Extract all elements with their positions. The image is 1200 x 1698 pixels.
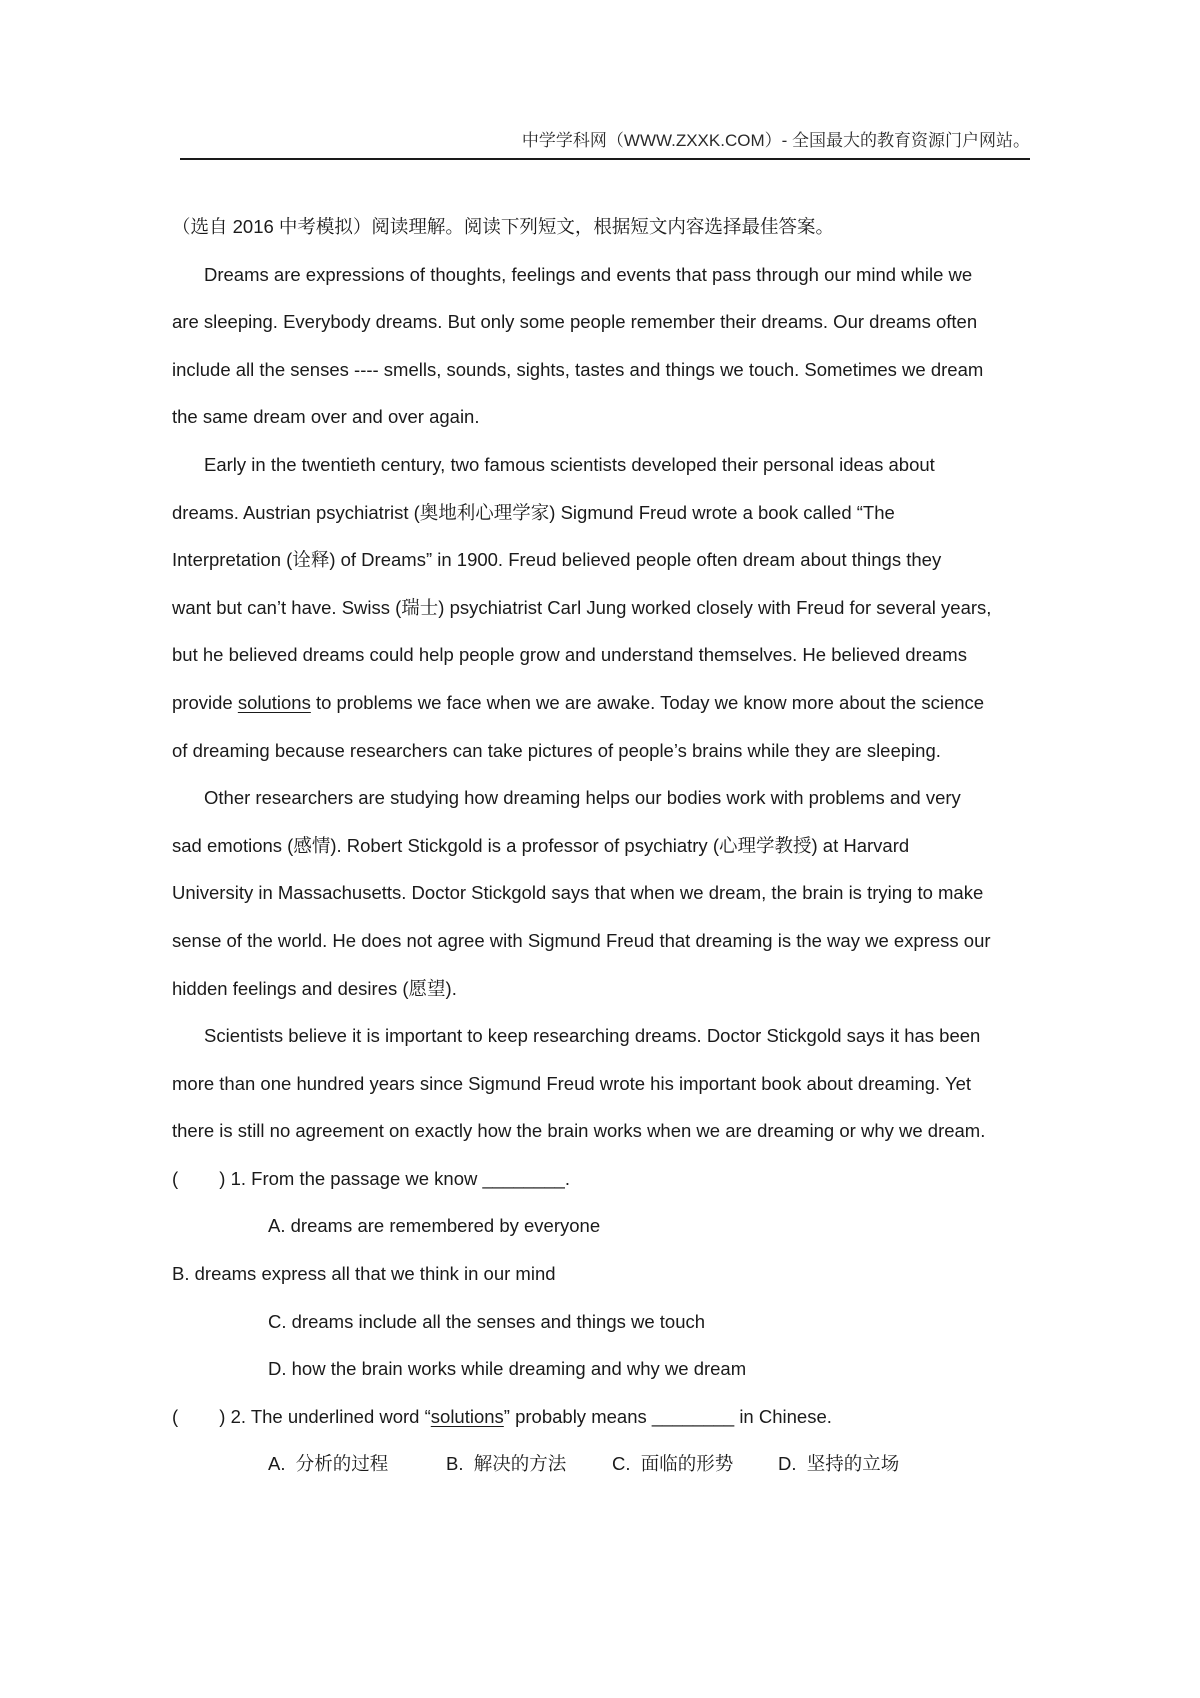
passage-p2-line6: [172, 679, 1052, 727]
passage-p3-line1: Other researchers are studying how dreaming helps our bodies work with problems and very: [204, 787, 961, 809]
p2-line6-before: provide: [172, 691, 238, 713]
passage-p1-line1: Dreams are expressions of thoughts, feelings and events that pass through our mind while we: [204, 263, 973, 285]
q2-underlined-word: solutions: [430, 1405, 504, 1427]
question-2-option-b: B. 解决的方法: [446, 1453, 567, 1475]
passage-p2-line2: dreams. Austrian psychiatrist (奥地利心理学家) Sigmund Freud wrote a book called “The: [172, 501, 895, 523]
passage-p4-line1: Scientists believe it is important to keep researching dreams. Doctor Stickgold says it has been: [204, 1025, 981, 1047]
question-2-options: [172, 1440, 1052, 1488]
question-2-stem: [172, 1393, 1052, 1441]
q2-stem-after: ” probably means ________ in Chinese.: [503, 1405, 832, 1427]
page-header: [180, 128, 1030, 160]
passage-p4-line3: there is still no agreement on exactly how the brain works when we are dreaming or why we dream.: [172, 1120, 986, 1142]
question-2-option-d: D. 坚持的立场: [778, 1453, 900, 1475]
passage-p1-line4: the same dream over and over again.: [172, 406, 480, 428]
question-1-option-d: D. how the brain works while dreaming and why we dream: [268, 1358, 747, 1380]
passage-p4-line2: more than one hundred years since Sigmund Freud wrote his important book about dreaming. Yet: [172, 1072, 972, 1094]
question-1-option-a: A. dreams are remembered by everyone: [268, 1215, 601, 1237]
document-body: [172, 203, 1052, 1488]
passage-p3-line2: sad emotions (感情). Robert Stickgold is a professor of psychiatry (心理学教授) at Harvard: [172, 834, 910, 856]
passage-p2-line4: want but can’t have. Swiss (瑞士) psychiatrist Carl Jung worked closely with Freud for several years,: [172, 596, 992, 618]
passage-p2-line5: but he believed dreams could help people grow and understand themselves. He believed dreams: [172, 644, 967, 666]
question-1-option-c: C. dreams include all the senses and things we touch: [268, 1310, 706, 1332]
question-2-option-a: A. 分析的过程: [268, 1453, 389, 1475]
passage-p2-line3: Interpretation (诠释) of Dreams” in 1900. Freud believed people often dream about things they: [172, 549, 942, 571]
instruction-line: （选自 2016 中考模拟）阅读理解。阅读下列短文，根据短文内容选择最佳答案。: [172, 216, 834, 237]
question-1-option-b: B. dreams express all that we think in our mind: [172, 1263, 556, 1285]
question-1-stem: ( ) 1. From the passage we know ________.: [172, 1167, 570, 1189]
passage-p1-line3: include all the senses ---- smells, sounds, sights, tastes and things we touch. Sometimes we dream: [172, 358, 984, 380]
question-2-option-c: C. 面临的形势: [612, 1453, 734, 1475]
p2-line6-after: to problems we face when we are awake. Today we know more about the science: [310, 691, 985, 713]
underlined-word-solutions: solutions: [237, 691, 311, 713]
passage-p3-line3: University in Massachusetts. Doctor Stickgold says that when we dream, the brain is trying to make: [172, 882, 984, 904]
passage-p2-line7: of dreaming because researchers can take pictures of people’s brains while they are sleeping.: [172, 739, 941, 761]
header-site-text: 中学学科网（WWW.ZXXK.COM）- 全国最大的教育资源门户网站。: [521, 131, 1030, 150]
passage-p3-line4: sense of the world. He does not agree with Sigmund Freud that dreaming is the way we express our: [172, 929, 991, 951]
passage-p3-line5: hidden feelings and desires (愿望).: [172, 977, 457, 999]
passage-p1-line2: are sleeping. Everybody dreams. But only some people remember their dreams. Our dreams often: [172, 311, 978, 333]
passage-p2-line1: Early in the twentieth century, two famous scientists developed their personal ideas about: [204, 453, 935, 475]
q2-stem-before: ( ) 2. The underlined word “: [172, 1405, 431, 1427]
